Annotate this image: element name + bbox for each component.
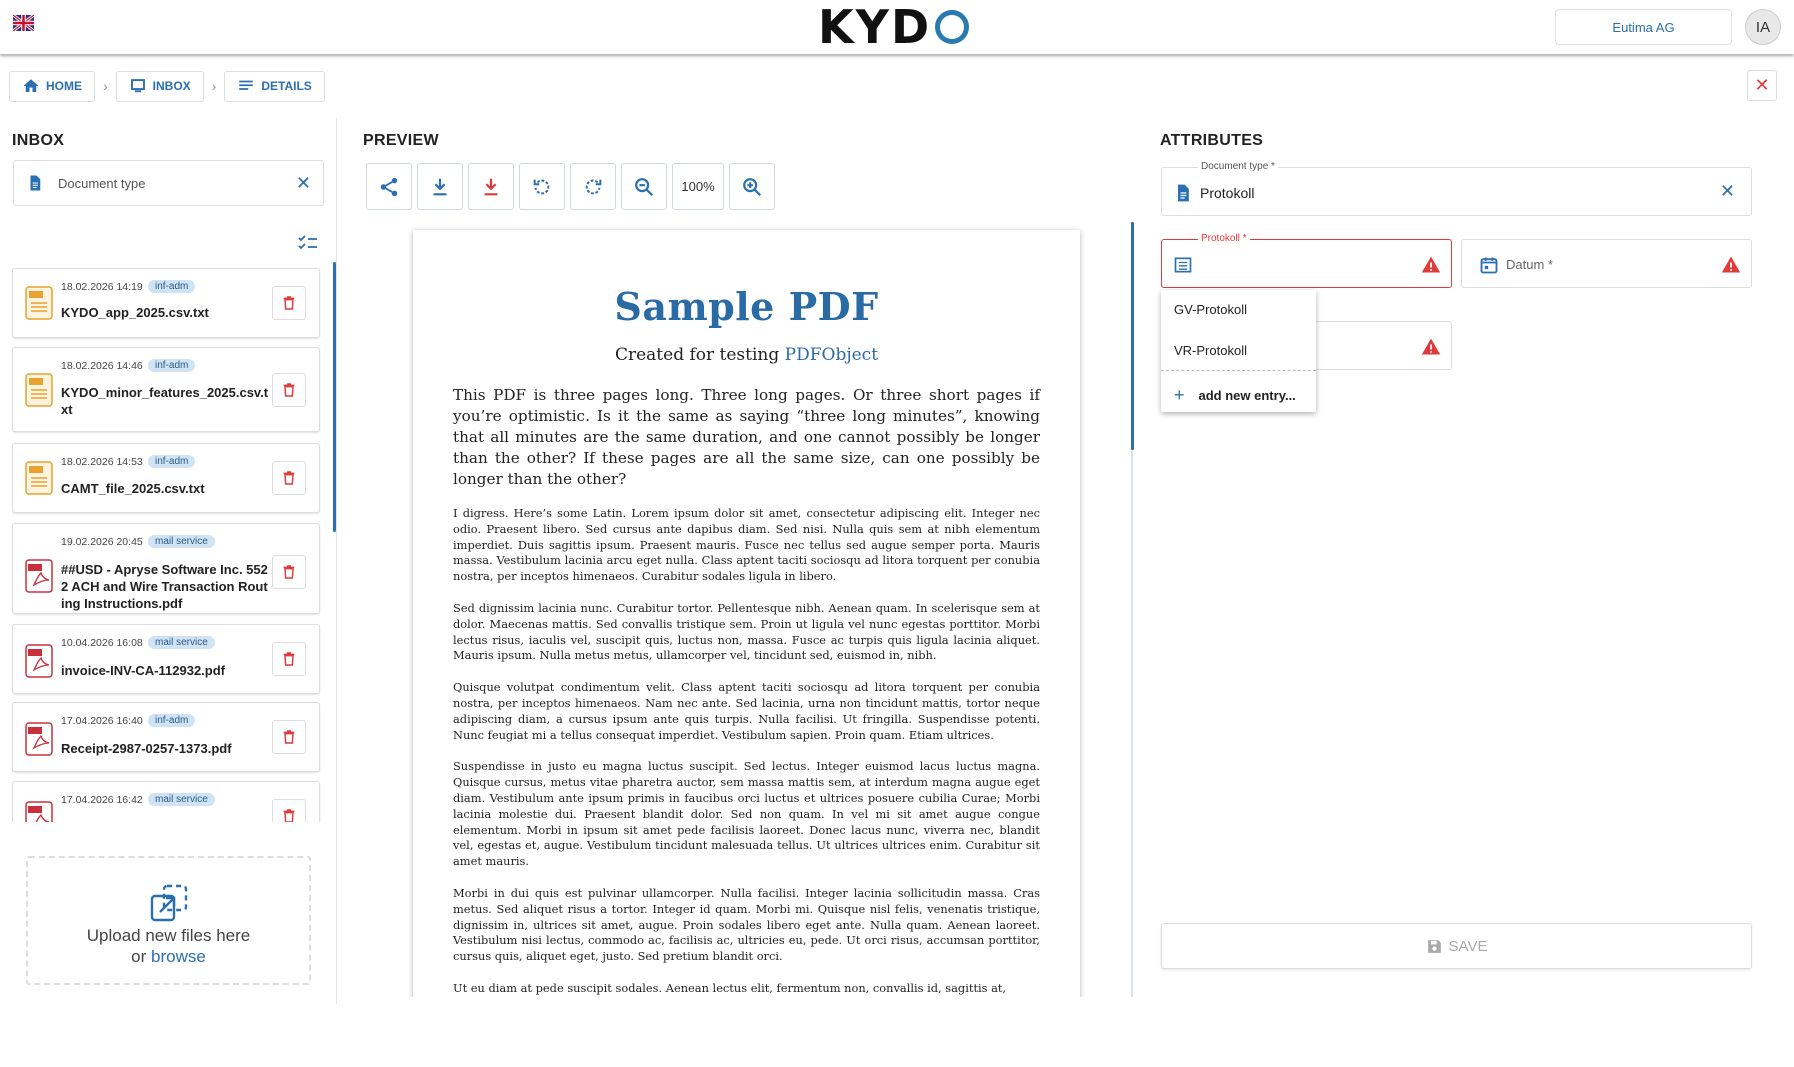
item-tag: mail service: [148, 793, 215, 806]
item-filename: invoice-INV-CA-112932.pdf: [61, 663, 225, 678]
pdf-file-icon: [25, 644, 53, 678]
inbox-item[interactable]: [12, 624, 320, 694]
company-selector[interactable]: Eutima AG: [1555, 9, 1732, 45]
trash-icon: [281, 295, 297, 311]
inbox-item[interactable]: [12, 781, 320, 822]
download-button[interactable]: [417, 163, 463, 210]
item-date: 18.02.2026 14:19: [61, 281, 143, 293]
close-button[interactable]: ✕: [1747, 70, 1777, 101]
plus-icon: +: [1174, 385, 1185, 405]
trash-icon: [281, 470, 297, 486]
attributes-title: ATTRIBUTES: [1160, 132, 1264, 149]
breadcrumb-inbox-label: INBOX: [152, 79, 191, 93]
warning-icon: [1721, 255, 1741, 275]
add-new-entry-button[interactable]: [1174, 385, 1296, 406]
inbox-item[interactable]: [12, 523, 320, 614]
top-bar: [0, 0, 1794, 54]
upload-icon: [148, 882, 190, 924]
browse-link[interactable]: browse: [151, 947, 206, 966]
document-type-value: Protokoll: [1200, 185, 1255, 201]
datum-field[interactable]: [1461, 239, 1752, 288]
item-date: 10.04.2026 16:08: [61, 637, 143, 649]
trash-icon: [281, 564, 297, 580]
item-filename: KYDO_minor_features_2025.csv.txt: [61, 385, 269, 417]
item-tag: inf-adm: [148, 455, 195, 468]
breadcrumb-details[interactable]: [224, 71, 324, 102]
item-tag: inf-adm: [148, 359, 195, 372]
inbox-item[interactable]: [12, 443, 320, 513]
inbox-item[interactable]: [12, 268, 320, 338]
datum-placeholder: Datum *: [1506, 257, 1553, 272]
download-icon: [480, 176, 502, 198]
pdf-file-icon: [25, 559, 53, 593]
zoom-in-button[interactable]: [729, 163, 775, 210]
item-tag: mail service: [148, 535, 215, 548]
pdf-file-icon: [25, 801, 53, 822]
breadcrumb-details-label: DETAILS: [261, 79, 312, 93]
save-label: SAVE: [1448, 937, 1488, 955]
share-icon: [378, 176, 400, 198]
breadcrumb-inbox[interactable]: [116, 71, 204, 102]
delete-button[interactable]: [272, 642, 306, 676]
document-icon: [1173, 183, 1193, 203]
delete-button[interactable]: [272, 286, 306, 320]
inbox-icon: [129, 77, 147, 95]
item-tag: inf-adm: [148, 280, 195, 293]
trash-icon: [281, 729, 297, 745]
warning-icon: [1421, 337, 1441, 357]
pdf-paragraph: Ut eu diam at pede suscipit sodales. Aenean lectus elit, fermentum non, convallis id, sagittis at,: [453, 980, 1007, 995]
checklist-icon[interactable]: [298, 234, 318, 252]
preview-toolbar: [366, 163, 775, 210]
pdf-subtitle-text: Created for testing: [614, 345, 785, 365]
pdf-file-icon: [25, 722, 53, 756]
zoom-in-icon: [741, 176, 763, 198]
preview-title: PREVIEW: [363, 132, 439, 149]
protokoll-field[interactable]: [1161, 233, 1452, 288]
breadcrumb-home[interactable]: [9, 71, 95, 102]
pdf-subtitle: [453, 345, 1040, 365]
zoom-level[interactable]: 100%: [672, 163, 724, 210]
upload-or-text: or: [131, 947, 152, 966]
upload-or-browse: [28, 947, 309, 967]
kydo-logo: KY D: [818, 6, 969, 48]
share-button[interactable]: [366, 163, 412, 210]
item-date: 18.02.2026 14:53: [61, 456, 143, 468]
item-date: 17.04.2026 16:40: [61, 715, 143, 727]
pdf-paragraph: Sed dignissim lacinia nunc. Curabitur tortor. Pellentesque nibh. Aenean quam. In scelerisque sem at dolor. Maecenas mattis. Sed convallis tristique sem. Proin ut ligula vel nunc egestas porttitor. Morbi lectus risus, iaculis vel, suscipit quis, luctus non, massa. Fusce ac turpis quis ligula lacinia aliquet. Mauris ipsum. Nulla metus metus, ullamcorper vel, tincidunt sed, euismod in, nibh.: [453, 600, 1040, 663]
inbox-item[interactable]: [12, 702, 320, 772]
breadcrumb-home-label: HOME: [46, 79, 82, 93]
item-tag: inf-adm: [148, 714, 195, 727]
logo-d: D: [890, 0, 932, 54]
download-icon: [429, 176, 451, 198]
save-button[interactable]: [1161, 923, 1752, 969]
pdf-paragraph: Suspendisse in justo eu magna luctus suscipit. Sed lectus. Integer euismod lacus luctus magna. Quisque cursus, metus vitae pharetra auctor, sem massa mattis sem, at interdum magna augue eget diam. Vestibulum ante ipsum primis in faucibus orci luctus et ultrices posuere cubilia Curae; Morbi lacinia molestie dui. Praesent blandit dolor. Sed non quam. In vel mi sit amet augue congue elementum. Morbi in ipsum sit amet pede facilisis laoreet. Donec lacus nunc, viverra nec, blandit vel, egestas et, augue. Vestibulum tincidunt malesuada tellus. Ut ultrices ultrices enim. Curabitur sit amet mauris.: [453, 759, 1040, 869]
txt-file-icon: [25, 286, 53, 320]
protokoll-label: Protokoll *: [1198, 233, 1250, 244]
pdf-paragraph: Morbi in dui quis est pulvinar ullamcorper. Nulla facilisi. Integer lacinia sollicitudin massa. Cras metus. Sed aliquet risus a tortor. Integer id quam. Morbi mi. Quisque nisl felis, venenatis tristique, dignissim in, ultrices sit amet, augue. Proin sodales libero eget ante. Nulla quam. Aenean laoreet. Vestibulum nisi lectus, commodo ac, facilisis ac, ultricies eu, pede. Ut orci risus, accumsan porttitor, cursus quis, aliquet eget, justo. Sed pretium blandit orci.: [453, 885, 1040, 964]
document-type-label: Document type *: [1198, 161, 1278, 172]
item-tag: mail service: [148, 636, 215, 649]
delete-button[interactable]: [272, 799, 306, 822]
dropdown-option[interactable]: VR-Protokoll: [1174, 343, 1247, 358]
trash-icon: [281, 382, 297, 398]
delete-button[interactable]: [272, 720, 306, 754]
delete-button[interactable]: [272, 555, 306, 589]
pdf-lead-paragraph: This PDF is three pages long. Three long pages. Or three short pages if you’re optimistic. Is it the same as saying “three long minutes”, knowing that all minutes are the same duration, and one cannot possibly be longer than the other? If these pages are all the same size, can one possibly be longer than the other?: [453, 386, 1040, 488]
upload-text: Upload new files here: [86, 926, 251, 945]
avatar[interactable]: IA: [1745, 9, 1781, 45]
preview-scrollbar[interactable]: [1131, 222, 1134, 450]
item-filename: KYDO_app_2025.csv.txt: [61, 305, 209, 320]
zoom-out-button[interactable]: [621, 163, 667, 210]
dropdown-option[interactable]: GV-Protokoll: [1174, 302, 1247, 317]
item-date: 18.02.2026 14:46: [61, 360, 143, 372]
rotate-left-icon: [531, 176, 553, 198]
clear-document-type-icon[interactable]: ✕: [1719, 181, 1735, 201]
pdf-page: [413, 230, 1080, 997]
document-icon: [26, 174, 44, 192]
trash-icon: [281, 651, 297, 667]
protokoll-dropdown: [1161, 290, 1316, 412]
list-box-icon: [1173, 255, 1193, 275]
delete-button[interactable]: [272, 373, 306, 407]
item-date: 19.02.2026 20:45: [61, 536, 143, 548]
pdfobject-link[interactable]: PDFObject: [784, 345, 879, 365]
dropdown-divider: [1161, 370, 1316, 371]
add-new-entry-label: add new entry...: [1198, 388, 1296, 403]
rotate-right-icon: [582, 176, 604, 198]
download-original-button[interactable]: [468, 163, 514, 210]
column-divider: [336, 118, 337, 1004]
item-filename: Receipt-2987-0257-1373.pdf: [61, 741, 232, 756]
item-filename: ##USD - Apryse Software Inc. 5522 ACH and Wire Transaction Routing Instructions.pdf: [61, 562, 268, 611]
clear-filter-icon[interactable]: ✕: [295, 172, 311, 193]
upload-dropzone[interactable]: [26, 856, 311, 985]
item-date: 17.04.2026 16:42: [61, 794, 143, 806]
pdf-paragraph: I digress. Here’s some Latin. Lorem ipsum dolor sit amet, consectetur adipiscing elit. Integer nec odio. Praesent libero. Sed cursus ante dapibus diam. Sed nisi. Nulla quis sem at nibh elementum imperdiet. Duis sagittis ipsum. Praesent mauris. Fusce nec tellus sed augue semper porta. Mauris massa. Vestibulum lacinia arcu eget nulla. Class aptent taciti sociosqu ad litora torquent per conubia nostra, per inceptos himenaeos. Curabitur sodales ligula in libero.: [453, 506, 1040, 584]
rotate-right-button[interactable]: [570, 163, 616, 210]
logo-o: [935, 10, 969, 44]
breadcrumb: [9, 70, 325, 102]
inbox-list[interactable]: [12, 262, 334, 822]
pdf-viewer[interactable]: [345, 222, 1145, 997]
chevron-right-icon: ›: [103, 78, 108, 94]
txt-file-icon: [25, 461, 53, 495]
chevron-right-icon: ›: [211, 78, 217, 94]
txt-file-icon: [25, 373, 53, 407]
delete-button[interactable]: [272, 461, 306, 495]
inbox-title: INBOX: [12, 132, 65, 149]
item-filename: CAMT_file_2025.csv.txt: [61, 481, 205, 496]
trash-icon: [281, 808, 297, 822]
details-icon: [237, 77, 255, 95]
save-icon: [1426, 938, 1443, 955]
uk-flag-icon[interactable]: [13, 15, 34, 31]
pdf-title: Sample PDF: [614, 284, 879, 329]
document-type-filter[interactable]: [13, 160, 324, 206]
document-type-filter-placeholder: Document type: [58, 175, 146, 191]
document-type-field[interactable]: [1161, 161, 1752, 216]
home-icon: [22, 77, 40, 95]
calendar-icon: [1479, 255, 1499, 275]
warning-icon: [1421, 255, 1441, 275]
zoom-out-icon: [633, 176, 655, 198]
rotate-left-button[interactable]: [519, 163, 565, 210]
inbox-item[interactable]: [12, 347, 320, 432]
pdf-paragraph: Quisque volutpat condimentum velit. Class aptent taciti sociosqu ad litora torquent per conubia nostra, per inceptos himenaeos. Nam nec ante. Sed lacinia, urna non tincidunt mattis, tortor neque adipiscing diam, a cursus ipsum ante quis turpis. Nulla facilisi. Ut fringilla. Suspendisse potenti. Nunc feugiat mi a tellus consequat imperdiet. Vestibulum sapien. Proin quam. Etiam ultrices.: [453, 680, 1040, 742]
